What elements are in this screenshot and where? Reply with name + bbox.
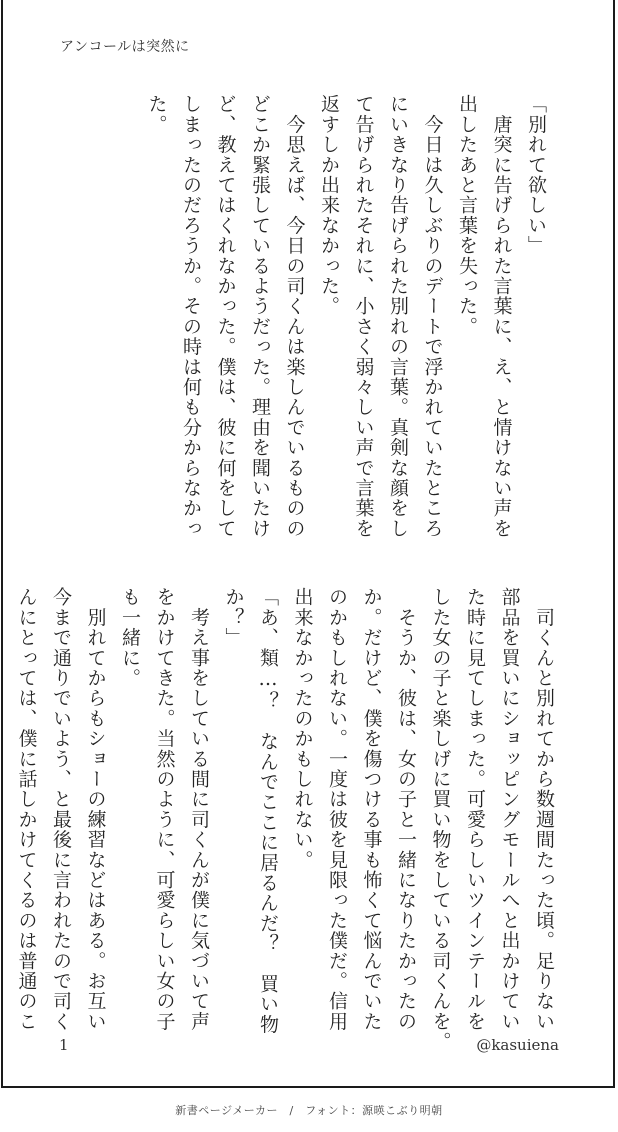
text-line: 唐突に告げられた言葉に、え、と情けない声を xyxy=(490,94,513,539)
text-line: 今思えば、今日の司くんは楽しんでいるものの xyxy=(283,94,306,539)
text-line: て告げられたそれに、小さく弱々しい声で言葉を xyxy=(352,94,375,539)
book-page-frame xyxy=(1,0,615,1088)
text-line: 今日は久しぶりのデートで浮かれていたところ xyxy=(421,94,444,539)
text-line: 出来なかったのかもしれない。 xyxy=(291,587,314,870)
text-line: た。 xyxy=(145,94,168,135)
text-line: か。だけど、僕を傷つける事も怖くて悩んでいた xyxy=(360,587,383,1032)
text-line: そうか、彼は、女の子と一緒になりたかったの xyxy=(395,587,417,1032)
text-line: 「あ、類…？ なんでここに居るんだ？ 買い物 xyxy=(257,587,279,1035)
text-line: か？」 xyxy=(222,587,245,648)
text-line: 今まで通りでいよう、と最後に言われたので司く xyxy=(50,587,72,1032)
text-line: 出したあと言葉を失った。 xyxy=(456,94,478,337)
text-line: 別れてからもショーの練習などはある。お互い xyxy=(84,587,107,1032)
text-line: 考え事をしている間に司くんが僕に気づいて声 xyxy=(188,587,210,1032)
text-line: ど、教えてはくれなかった。僕は、彼に何をして xyxy=(214,94,237,539)
text-line: 部品を買いにショッピングモールへと出かけてい xyxy=(498,587,521,1032)
text-line: しまったのだろうか。その時は何も分からなかっ xyxy=(180,94,202,539)
text-line: した女の子と楽しげに買い物をしている司くんを。 xyxy=(429,587,452,1052)
text-line: のかもしれない。一度は彼を見限った僕だ。信用 xyxy=(326,587,348,1032)
text-column-top xyxy=(139,94,553,539)
text-line: も一緒に。 xyxy=(119,587,141,688)
author-handle: @kasuiena xyxy=(476,1036,559,1054)
generator-credit: 新書ページメーカー / フォント：源暎こぶり明朝 xyxy=(175,1104,443,1117)
text-line: にいきなり告げられた別れの言葉。真剣な顔をし xyxy=(387,94,409,539)
text-line: 「別れて欲しい」 xyxy=(525,94,547,256)
text-line: をかけてきた。当然のように、可愛らしい女の子 xyxy=(153,587,176,1032)
text-line: 返すしか出来なかった。 xyxy=(318,94,340,317)
text-line: 司くんと別れてから数週間たった頃。足りない xyxy=(533,587,555,1032)
text-line: どこか緊張しているようだった。理由を聞いたけ xyxy=(249,94,271,539)
text-line: んにとっては、僕に話しかけてくるのは普通のこ xyxy=(15,587,38,1032)
running-title: アンコールは突然に xyxy=(60,39,190,55)
text-line: た時に見てしまった。可愛らしいツインテールを xyxy=(464,587,486,1032)
page-number: 1 xyxy=(59,1036,69,1054)
